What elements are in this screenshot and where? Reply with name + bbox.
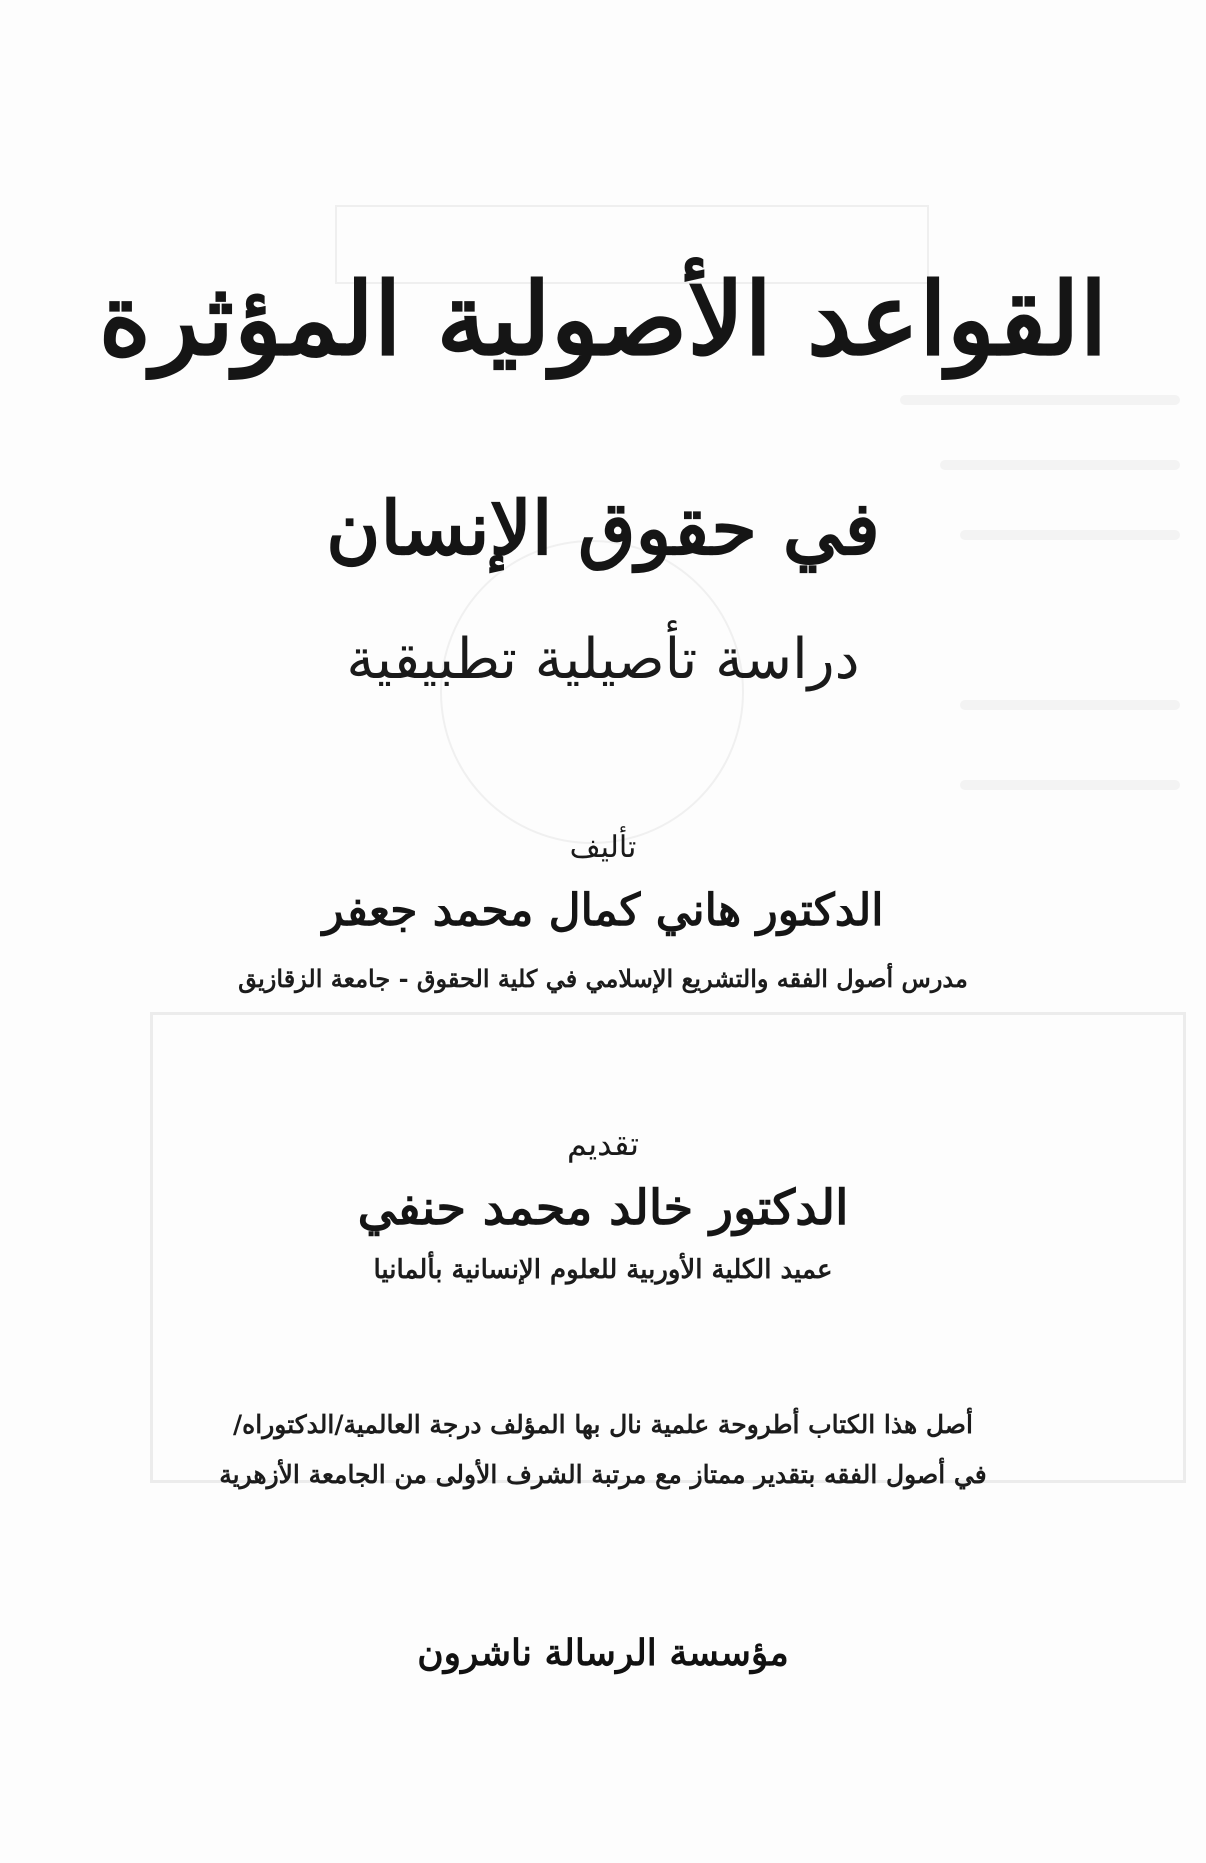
publisher-name: مؤسسة الرسالة ناشرون <box>417 1632 789 1674</box>
book-title: القواعد الأصولية المؤثرة <box>98 260 1108 378</box>
introduction-label: تقديم <box>566 1125 640 1163</box>
bleed-through-text-line <box>940 460 1180 470</box>
author-label: تأليف <box>569 830 637 865</box>
introduction-author-affiliation: عميد الكلية الأوربية للعلوم الإنسانية بألمانيا <box>373 1255 833 1285</box>
introduction-author-name: الدكتور خالد محمد حنفي <box>357 1180 849 1236</box>
author-name: الدكتور هاني كمال محمد جعفر <box>322 885 884 936</box>
bleed-through-text-line <box>960 700 1180 710</box>
bleed-through-text-line <box>960 780 1180 790</box>
author-affiliation: مدرس أصول الفقه والتشريع الإسلامي في كلية الحقوق - جامعة الزقازيق <box>238 964 968 993</box>
bleed-through-text-line <box>900 395 1180 405</box>
origin-note-line-1: أصل هذا الكتاب أطروحة علمية نال بها المؤلف درجة العالمية/الدكتوراه/ <box>233 1410 973 1439</box>
book-study-type: دراسة تأصيلية تطبيقية <box>346 627 860 692</box>
origin-note-line-2: في أصول الفقه بتقدير ممتاز مع مرتبة الشرف الأولى من الجامعة الأزهرية <box>219 1460 987 1489</box>
book-subtitle: في حقوق الإنسان <box>326 486 880 572</box>
